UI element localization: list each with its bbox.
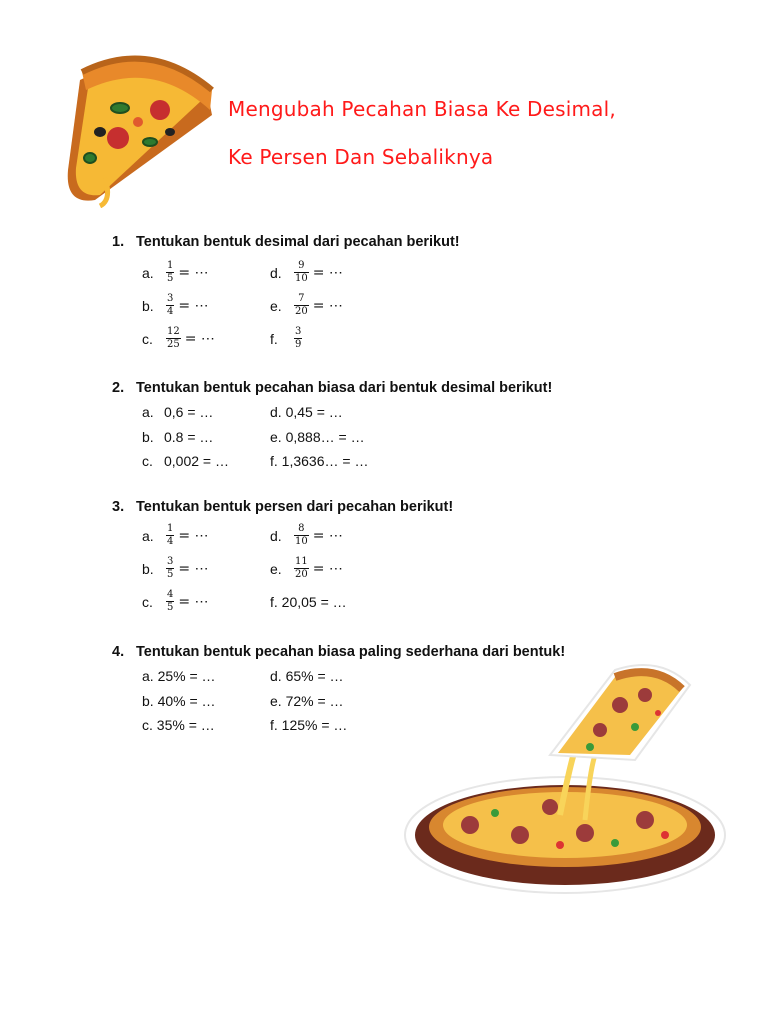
item-label: b. [142, 560, 154, 577]
item-label: f. [270, 330, 278, 347]
item-text: 125% = … [281, 717, 348, 734]
item-text: 72% = … [285, 692, 344, 709]
item-label: f. [270, 593, 278, 610]
item-label: d. [270, 668, 282, 685]
fraction: $\frac{3}{5}$ [167, 556, 174, 580]
answer-row: a. $\frac{1}{4}$ = ⋯ d. $\frac{8}{10}$ = ⋯ [142, 523, 343, 547]
fraction: $\frac{3}{4}$ [167, 293, 174, 317]
item-label: e. [270, 297, 282, 314]
question-number: 2. [112, 380, 125, 396]
item-label: d. [270, 264, 282, 281]
fraction: $\frac{3}{9}$ [295, 326, 302, 350]
item-label: e. [270, 692, 282, 709]
title-line-2: Ke Persen Dan Sebaliknya [228, 145, 494, 169]
question-text: Tentukan bentuk pecahan biasa dari bentuk desimal berikut! [136, 380, 553, 396]
item-label: b. [142, 297, 154, 314]
item-label: c. [142, 717, 153, 734]
item-label: a. [142, 404, 154, 421]
question-text: Tentukan bentuk persen dari pecahan berikut! [136, 499, 454, 515]
fraction: $\frac{9}{10}$ [295, 260, 308, 284]
question-3-heading [112, 499, 453, 515]
item-text: 25% = … [157, 668, 216, 685]
item-label: a. [142, 264, 154, 281]
item-text: 1,3636… = … [281, 453, 369, 470]
question-text: Tentukan bentuk desimal dari pecahan berikut! [136, 234, 460, 250]
answer-row: b. $\frac{3}{5}$ = ⋯ e. $\frac{11}{20}$ = ⋯ [142, 556, 343, 580]
fraction: $\frac{1}{5}$ [167, 260, 174, 284]
question-3 [112, 499, 453, 618]
item-label: c. [142, 330, 153, 347]
question-text: Tentukan bentuk pecahan biasa paling sederhana dari bentuk! [136, 644, 566, 660]
pizza-slice-illustration [60, 50, 218, 208]
question-number: 4. [112, 644, 125, 660]
answer-row: a. $\frac{1}{5}$ = ⋯ d. $\frac{9}{10}$ = ⋯ [142, 260, 343, 284]
question-2-heading [112, 380, 552, 396]
pizza-illustration [400, 655, 736, 905]
item-text: 20,05 = … [281, 593, 347, 610]
item-text: 0,6 = … [164, 404, 214, 421]
item-text: 40% = … [157, 692, 216, 709]
fraction: $\frac{4}{5}$ [167, 589, 174, 613]
item-label: c. [142, 593, 153, 610]
answer-row: c. $\frac{4}{5}$ = ⋯ f. 20,05 = … [142, 589, 347, 613]
question-2 [112, 380, 552, 474]
item-label: e. [270, 428, 282, 445]
answer-row: c. $\frac{12}{25}$ = ⋯ f. $\frac{3}{9}$ [142, 326, 302, 350]
item-label: d. [270, 404, 282, 421]
item-label: c. [142, 453, 153, 470]
item-text: 0,002 = … [164, 453, 229, 470]
answer-row [142, 449, 552, 474]
question-number: 1. [112, 234, 125, 250]
question-number: 3. [112, 499, 125, 515]
item-label: d. [270, 527, 282, 544]
item-label: f. [270, 717, 278, 734]
answer-row: b. $\frac{3}{4}$ = ⋯ e. $\frac{7}{20}$ = ⋯ [142, 293, 343, 317]
item-label: b. [142, 692, 154, 709]
fraction: $\frac{1}{4}$ [167, 523, 174, 547]
answer-row [142, 400, 552, 425]
item-text: 0,888… = … [285, 428, 365, 445]
fraction: $\frac{12}{25}$ [167, 326, 180, 350]
answer-row [142, 425, 552, 450]
item-text: 0,45 = … [285, 404, 343, 421]
title-line-1: Mengubah Pecahan Biasa Ke Desimal, [228, 97, 616, 121]
fraction: $\frac{7}{20}$ [295, 293, 308, 317]
fraction: $\frac{11}{20}$ [295, 556, 308, 580]
item-text: 65% = … [285, 668, 344, 685]
item-text: 35% = … [156, 717, 215, 734]
item-text: 0.8 = … [164, 428, 214, 445]
question-1-heading [112, 234, 460, 250]
item-label: a. [142, 668, 154, 685]
fraction: $\frac{8}{10}$ [295, 523, 308, 547]
item-label: e. [270, 560, 282, 577]
item-label: b. [142, 428, 154, 445]
item-label: a. [142, 527, 154, 544]
question-1 [112, 234, 460, 355]
item-label: f. [270, 453, 278, 470]
